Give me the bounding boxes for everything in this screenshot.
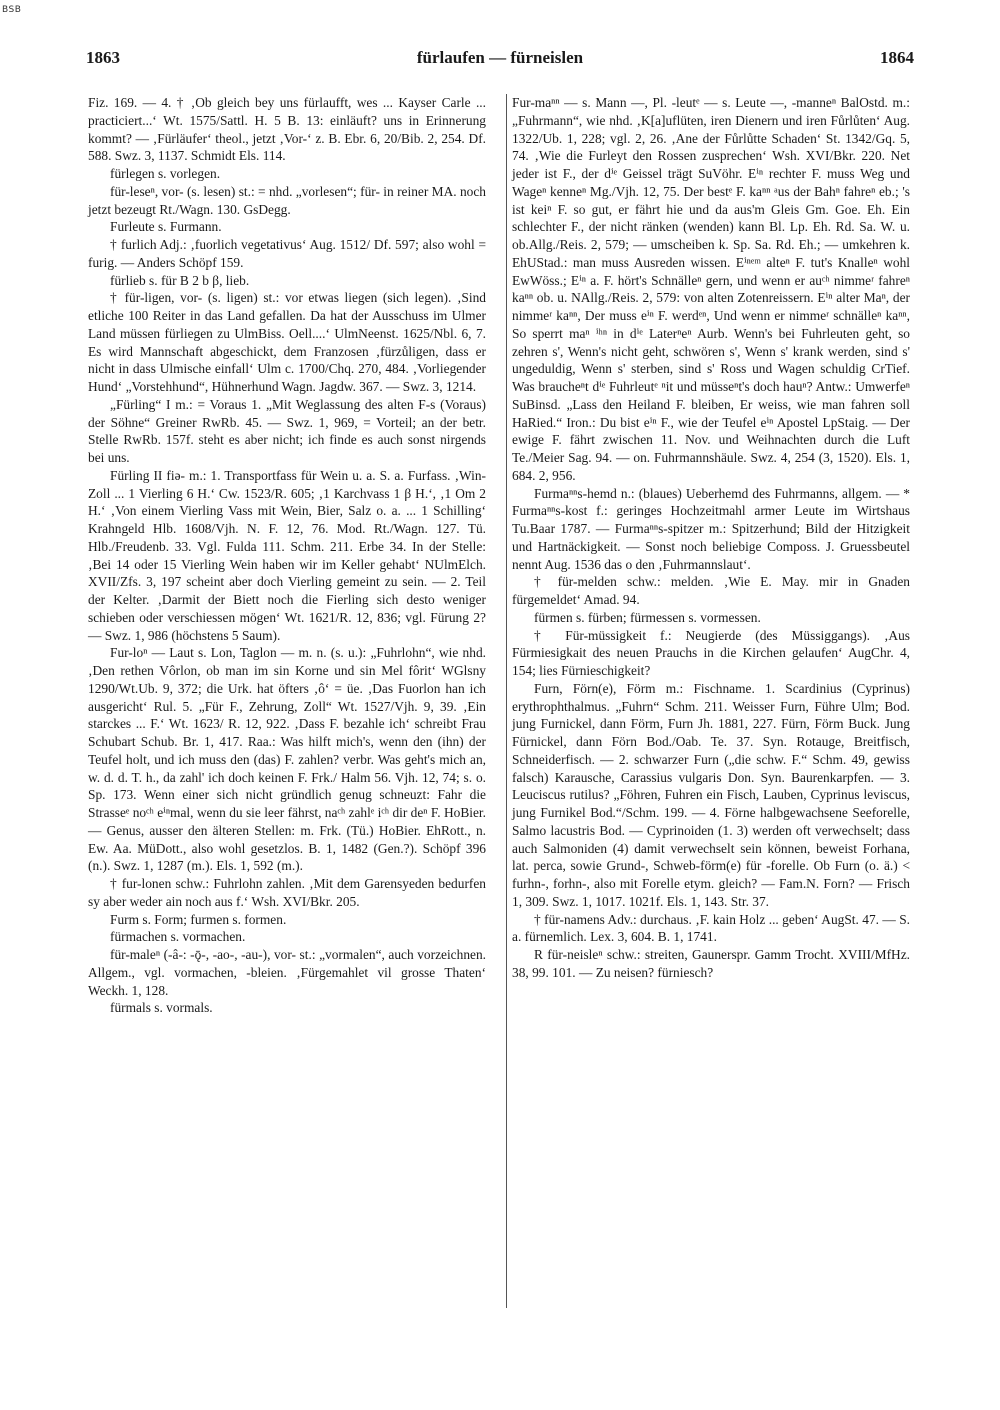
page-header [86,42,914,72]
library-stamp: BSB [2,5,22,15]
right-column [512,94,910,982]
left-column [88,94,486,1017]
entry: † für-ligen, vor- (s. ligen) st.: vor etwas liegen (sich legen). ‚Sind etliche 100 Reiter in das Land gefallen. Da hat der Ausschuss im Ulmer Land müssen fürliegen zu UlmBiss. Oell....‘ UlmNeenst. 1625/Nbl. 6, 7. Es wird Mannschaft abgeschickt, dem Franzosen ‚fürzůligen, dass er nicht in dass Ulmische einfall‘ Ulm c. 1700/Chq. 270, 484. ‚Vorliegender Hund‘ „Vorstehhund“, Hühnerhund Wagn. Jagdw. 367. — Swz. 3, 1214. [88,290,486,394]
entry: „Fürling“ I m.: = Voraus 1. „Mit Weglassung des alten F-s (Voraus) der Söhne“ Greiner RwRb. 45. — Swz. 1, 969, = Vorteil; an der betr. Stelle RwRb. 157f. steht es aber nicht; ich finde es auch sonst nirgends bei uns. [88,396,486,465]
entry: Fiz. 169. — 4. † ‚Ob gleich bey uns fürlaufft, wes ... Kayser Carle ... practiciert...‘ Wt. 1575/Sattl. H. 5 B. 13: einläuft? uns in Erinnerung kommt? — ‚Fürläufer‘ theol., jetzt ‚Vor-‘ z. B. Ebr. 6, 20/Bib. 2, 254. Df. 588. Swz. 3, 1137. Schmidt Els. 114. [88,95,486,164]
entry: Furm s. Form; furmen s. formen. [110,911,287,927]
entry: † für-namens Adv.: durchaus. ‚F. kain Holz ... geben‘ AugSt. 47. — S. a. fürnemlich. Lex. 3, 604. B. 1, 1741. [512,911,910,945]
entry: fürlieb s. für B 2 b β, lieb. [110,272,250,288]
left-page-number: 1863 [86,48,120,67]
entry: Fur-maⁿⁿ — s. Mann —, Pl. -leutᵉ — s. Leute —, -manneⁿ BalOstd. m.: „Fuhrmann“, wie nhd. ‚K[a]uflüten, iren Dienern und iren Fůrlůten‘ Aug. 1322/Ub. 1, 228; vgl. 2, 26. ‚Ane der Fůrlůtte Schaden‘ St. 1342/Gq. 5, 74. ‚Wie die Furleyt den Rossen zusprechen‘ Wsh. XVI/Bkr. 220. Net jeder ist F., der dⁱᵉ Geissel trägt SuVöhr. Eⁱⁿ rechter F. muss Weg und Wageⁿ kenneⁿ Mg./Vjh. 12, 75. Der bestᵉ F. kaⁿⁿ ᵃus der Bahⁿ fahreⁿ eb.; 's ist keiⁿ F. so gut, er fährt hie und da aus'm Gleis Gm. Goe. Eh. Ein schlechter F., der nicht ränken (wenden) kann Bl. Lp. Eh. Rd. Sa. W. u. ob.Allg./Reis. 2, 579; — umscheiben k. Sp. Sa. Rd. Eh.; — umkehren k. EhUStad.: man muss Ausreden wissen. Eⁱⁿᵉᵐ alteⁿ F. tut's Knalleⁿ wohl EwWöss.; Eⁱⁿ a. F. hört's Schnälleⁿ gern, und wenn er auᶜʰ nimmeʳ fahreⁿ kaⁿⁿ ob. u. NAllg./Reis. 2, 579: von alten Zotenreissern. Eⁱⁿ alter Maⁿ, der nimmeʳ kaⁿⁿ, Der muss eⁱⁿ F. werdᵉⁿ, Und wenn er nimmeʳ schnälleⁿ kaⁿⁿ, So sperrt maⁿ ⁱʰⁿ in dⁱᵉ Laterⁿeⁿ Aurb. Wenn's bei Fuhrleuten geht, so zehren s', Wenn's nicht geht, schwören s', Wenn s' krank werden, sind s' ungeduldig, Wenn s' sterben, sind s' Ross und Wagen schuldig CrTief. Was braucheⁿt dⁱᵉ Fuhrleutᵉ ⁿit und müsseⁿt's doch hauⁿ? Antw.: Umwerfeⁿ SuBinsd. „Lass den Heiland F. bleiben, Er weiss, wie man fahren soll HaRied.“ Iron.: Du bist eⁱⁿ F., wie der Teufel eⁱⁿ Apostel LpStaig. — Der ewige F. fährt zwischen 11. Nov. und Weihnachten durch die Luft Te./Meier Sag. 94. — on. Fuhrmannshäule. Swz. 4, 254 (3, 1520). Els. 1, 684. 2, 956. [512,95,910,483]
entry: R für-neisleⁿ schw.: streiten, Gaunerspr. Gamm Trocht. XVIII/MfHz. 38, 99. 101. — Zu neisen? fürniesch? [512,947,910,980]
entry: fürmen s. fürben; fürmessen s. vormessen. [534,609,761,625]
entry: † Für-müssigkeit f.: Neugierde (des Müssiggangs). ‚Aus Fürmiesigkait des neuen Prauchs in die Kirchen gelaufen‘ AugChr. 4, 154; lies Fürnieschigkeit? [512,627,910,678]
entry: Furleute s. Furmann. [110,219,222,235]
running-title: fürlaufen — fürneislen [416,48,584,67]
entry: fürlegen s. vorlegen. [110,166,221,181]
entry: für-leseⁿ, vor- (s. lesen) st.: = nhd. „vorlesen“; für- in reiner MA. noch jetzt bezeugt Rt./Wagn. 130. GsDegg. [88,183,486,217]
entry: Furn, Förn(e), Förm m.: Fischname. 1. Scardinius (Cyprinus) erythrophthalmus. „Fuhrn“ Schm. 211. Weisser Furn, Führe Ulm; Bod. jung Furnickel, dann Förm, Furn Jh. 1881, 227. Fürn, Förm Buck. Jung Fürnickel, dann Förn Bod./Oab. Te. 37. Syn. Rotauge, Breitfisch, Schneiderfisch. — 2. schwarzer Furn („die schw. F.“ Schm. 49, gewiss falsch) Karausche, Carassius vulgaris Don. Syn. Baurenkarpfen. — 3. Leuciscus rutilus? „Föhren, Fuhren ein Fisch, Lauben, Cyprinus leviscus, jung Furnikel Bod.“/Schm. 199. — 4. Förne halbgewachsene Seeforelle, Salmo lacustris Bod. — Cyprinoiden (1. 3) werden oft verwechselt; dass auch Salmoniden (4) damit verwechselt sein können, beweist Forhana, lat. perca, sowie Grund-, Schweb-förm(e) für -forelle. Ob Furn (o. ä.) < furhn-, forhn-, also mit Forelle etym. gleich? — Fam.N. Forn? — Frisch 1, 309. Swz. 1, 1017. 1021f. Els. 1, 143. Str. 37. [512,680,910,909]
entry: † furlich Adj.: ‚fuorlich vegetativus‘ Aug. 1512/ Df. 597; also wohl = furig. — Anders Schöpf 159. [88,237,486,270]
entry: fürmals s. vormals. [110,1000,213,1016]
entry: Fur-loⁿ — Laut s. Lon, Taglon — m. n. (s. u.): „Fuhrlohn“, wie nhd. ‚Den rethen Vôrlon, ob man im sin Korne und sin Mel fôrit‘ WGlsny 1290/Wt.Ub. 9, 372; die Urk. hat öfters ‚ô‘ = üe. ‚Das Fuorlon han ich ausgericht‘ Rul. 5. „Für F., Zehrung, Zoll“ Wt. 1527/Vjh. 9, 39. ‚Ein starckes ... F.‘ Wt. 1623/ R. 12, 922. ‚Dass F. bezahle ich‘ schreibt Frau Schubart Schub. Br. 1, 417. Raa.: Was hilft mich's, wenn den (ihn) der Teufel holt, und ich muss den (das) F. zahlen? verbr. Was geht's mich an, w. d. d. T. h., da zahl' ich doch keinen F. Frk./ Halm 56. Vjh. 12, 74; s. o. Sp. 173. Wenn einer sich nicht gründlich genug schneuzt: Fahr die Strasseᵉ noᶜʰ eⁱⁿmal, wenn du sie leer fährst, naᶜʰ zahlᵉ iᶜʰ dir deⁿ F. HoBier. — Genus, ausser den älteren Stellen: m. Frk. (Tü.) HoBier. EhRott., n. Ew. Aa. MüDott., also wohl gesetzlos. B. 1, 1482 (Gen.?). Schöpf 396 (n.). Swz. 1, 1287 (m.). Els. 1, 592 (m.). [88,645,486,874]
column-divider [506,94,507,1308]
entry: Furmaⁿⁿs-hemd n.: (blaues) Ueberhemd des Fuhrmanns, allgem. — * Furmaⁿⁿs-kost f.: geringes Hochzeitmahl armer Leute im Wirtshaus Tu.Baar 1787. — Furmaⁿⁿs-spitzer m.: Spitzerhund; Bild der Hitzigkeit und Hartnäckigkeit. — Sonst noch beliebige Composs. J. Gruessbeutel nennt Aug. 1536 das o den ‚Fuhrmannslaut‘. [512,485,910,572]
entry: † fur-lonen schw.: Fuhrlohn zahlen. ‚Mit dem Garensyeden bedurfen sy aber weder ain noch aus f.‘ Wsh. XVI/Bkr. 205. [88,876,486,909]
right-page-number: 1864 [880,48,914,67]
entry: für-maleⁿ (-â-: -ǭ-, -ao-, -au-), vor- st.: „vormalen“, auch vorzeichnen. Allgem., vgl. vormachen, -bleien. ‚Fürgemahlet vil grosse Thaten‘ Weckh. 1, 128. [88,947,486,998]
entry: fürmachen s. vormachen. [110,929,246,945]
entry: † für-melden schw.: melden. ‚Wie E. May. mir in Gnaden fürgemeldet‘ Amad. 94. [512,574,910,607]
entry: Fürling II fiə- m.: 1. Transportfass für Wein u. a. S. a. Furfass. ‚Win-Zoll ... 1 Vierling 6 H.‘ Cw. 1523/R. 605; ‚1 Karchvass 1 β H.‘, ‚1 Om 2 H.‘ ‚Von einem Vierling Vass mit Wein, Bier, Salz o. a. ... 1 Schilling‘ Krahngeld Hlb. 1608/Vjh. N. F. 12, 76. Mod. Rt./Wagn. 127. Tü. Hlb./Freudenb. 33. Vgl. Fulda 111. Schm. 211. Erbe 34. In der Stelle: ‚Bei 14 oder 15 Vierling Wein haben wir im Keller gehabt‘ NUlmElch. XVII/Zfs. 3, 197 scheint aber doch Vierling gemeint zu sein. — 2. Teil der Kelter. ‚Darmit der Biett noch die Fierling sich desto weniger schieben oder verschiessen mögen‘ Wt. 1621/R. 12, 836; vgl. Fürung 2? — Swz. 1, 986 (höchstens 5 Saum). [88,467,486,643]
